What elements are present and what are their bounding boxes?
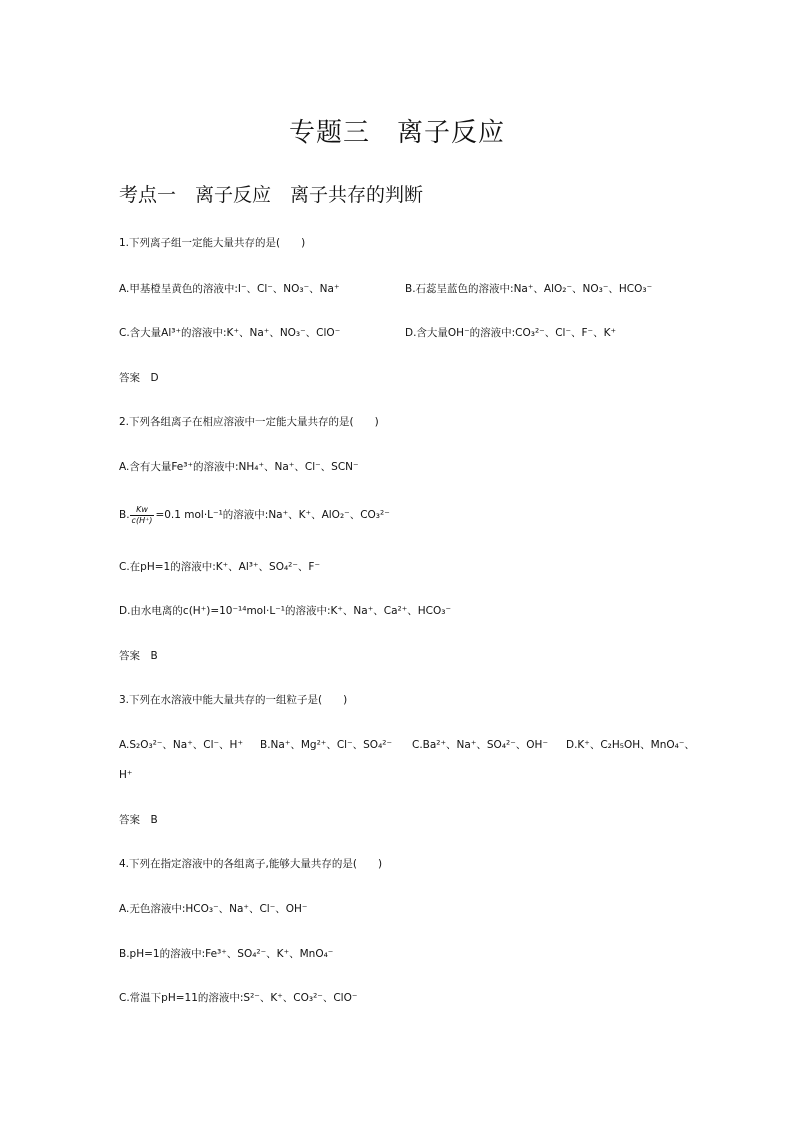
question-3-option-c: C.Ba²⁺、Na⁺、SO₄²⁻、OH⁻: [412, 739, 548, 751]
option-b-prefix: B.: [119, 509, 130, 521]
option-b-text: =0.1 mol·L⁻¹的溶液中:Na⁺、K⁺、AlO₂⁻、CO₃²⁻: [155, 509, 390, 521]
question-1-option-a: A.甲基橙呈黄色的溶液中:I⁻、Cl⁻、NO₃⁻、Na⁺: [119, 283, 340, 295]
question-4-stem: 4.下列在指定溶液中的各组离子,能够大量共存的是( ): [119, 858, 383, 870]
question-2-option-b: [119, 500, 390, 530]
question-3-option-d: D.K⁺、C₂H₅OH、MnO₄⁻、: [566, 739, 695, 751]
kw-fraction: [130, 505, 155, 526]
fraction-numerator: Kw: [130, 505, 155, 516]
question-1-option-d: D.含大量OH⁻的溶液中:CO₃²⁻、Cl⁻、F⁻、K⁺: [405, 327, 617, 339]
question-1-option-b: B.石蕊呈蓝色的溶液中:Na⁺、AlO₂⁻、NO₃⁻、HCO₃⁻: [405, 283, 653, 295]
question-3-stem: 3.下列在水溶液中能大量共存的一组粒子是( ): [119, 694, 348, 706]
question-3-option-b: B.Na⁺、Mg²⁺、Cl⁻、SO₄²⁻: [260, 739, 393, 751]
question-3-option-d-continued: H⁺: [119, 769, 133, 781]
question-4-option-b: B.pH=1的溶液中:Fe³⁺、SO₄²⁻、K⁺、MnO₄⁻: [119, 948, 334, 960]
question-3-option-a: A.S₂O₃²⁻、Na⁺、Cl⁻、H⁺: [119, 739, 243, 751]
question-2-option-d: D.由水电离的c(H⁺)=10⁻¹⁴mol·L⁻¹的溶液中:K⁺、Na⁺、Ca²⁺、HCO₃⁻: [119, 605, 452, 617]
question-3-answer: 答案 B: [119, 814, 158, 826]
question-1-stem: 1.下列离子组一定能大量共存的是( ): [119, 237, 306, 249]
page-title: 专题三 离子反应: [288, 118, 505, 148]
question-4-option-a: A.无色溶液中:HCO₃⁻、Na⁺、Cl⁻、OH⁻: [119, 903, 308, 915]
question-2-answer: 答案 B: [119, 650, 158, 662]
fraction-denominator: c(H⁺): [131, 515, 153, 525]
question-1-answer: 答案 D: [119, 372, 159, 384]
question-2-option-a: A.含有大量Fe³⁺的溶液中:NH₄⁺、Na⁺、Cl⁻、SCN⁻: [119, 461, 359, 473]
section-title: 考点一 离子反应 离子共存的判断: [119, 184, 424, 206]
question-1-option-c: C.含大量Al³⁺的溶液中:K⁺、Na⁺、NO₃⁻、ClO⁻: [119, 327, 341, 339]
question-2-option-c: C.在pH=1的溶液中:K⁺、Al³⁺、SO₄²⁻、F⁻: [119, 561, 320, 573]
question-4-option-c: C.常温下pH=11的溶液中:S²⁻、K⁺、CO₃²⁻、ClO⁻: [119, 992, 358, 1004]
question-2-stem: 2.下列各组离子在相应溶液中一定能大量共存的是( ): [119, 416, 379, 428]
